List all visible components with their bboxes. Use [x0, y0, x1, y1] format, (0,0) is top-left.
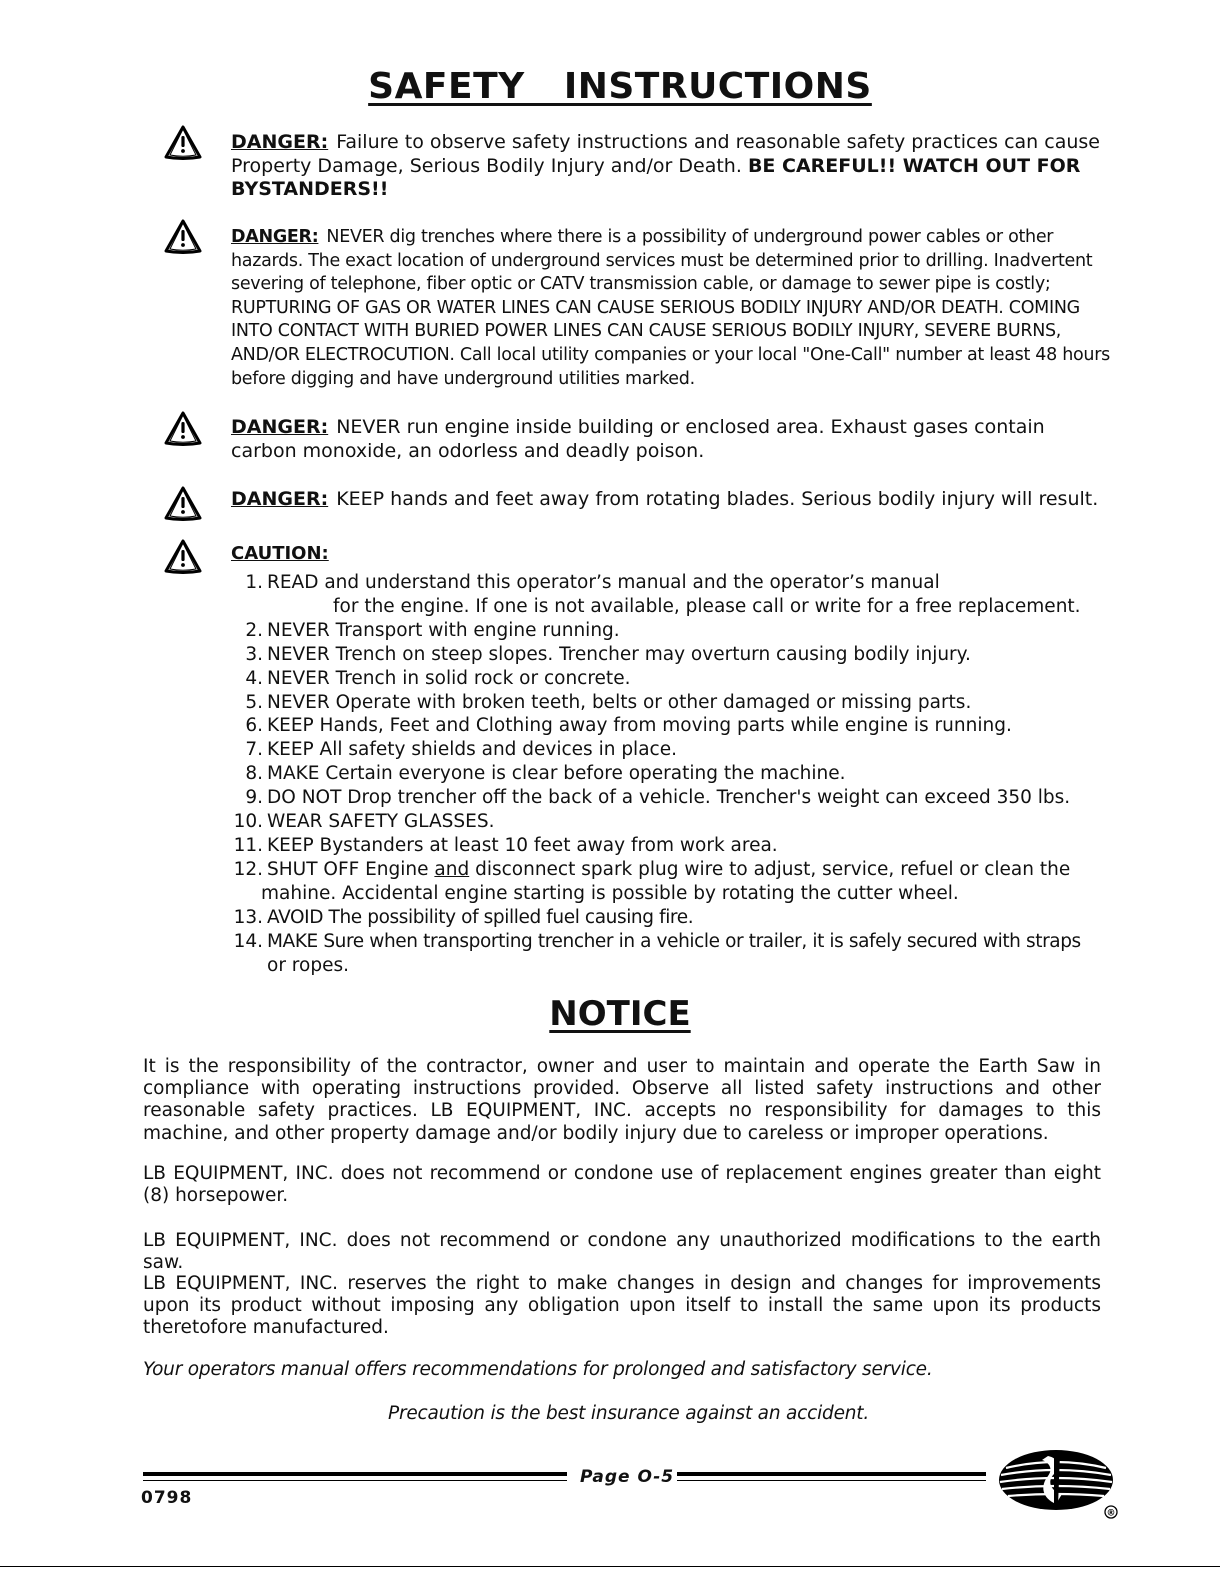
list-item [231, 762, 1111, 786]
danger-text: KEEP hands and feet away from rotating blades. Serious bodily injury will result. [336, 488, 1099, 510]
item-number: 3. [245, 643, 263, 665]
item-text-underlined: and [434, 858, 470, 880]
document-code: 0798 [141, 1488, 193, 1508]
item-number: 10. [233, 811, 263, 833]
page-title: SAFETY INSTRUCTIONS [368, 66, 872, 107]
company-logo [996, 1446, 1122, 1520]
danger-label: DANGER: [231, 227, 319, 247]
footer-rule [677, 1472, 986, 1476]
danger-label: DANGER: [231, 416, 329, 438]
item-text: MAKE Sure when transporting trencher in a vehicle or trailer, it is safely secured with straps [267, 930, 1081, 952]
list-item [231, 858, 1111, 882]
danger-emphasis: BE CAREFUL!! WATCH OUT FOR BYSTANDERS!! [231, 154, 1081, 201]
notice-paragraph: LB EQUIPMENT, INC. does not recommend or condone use of replacement engines greater than eight (8) horsepower. [143, 1163, 1101, 1207]
item-text: READ and understand this operator’s manual and the operator’s manual [267, 572, 940, 593]
item-number: 14. [233, 930, 263, 952]
notice-paragraph: LB EQUIPMENT, INC. does not recommend or condone any unauthorized modifications to the earth saw. [143, 1230, 1101, 1274]
item-number: 11. [233, 834, 263, 856]
list-item [231, 714, 1111, 738]
list-item [231, 930, 1111, 954]
item-number: 12. [233, 858, 263, 880]
item-number: 6. [245, 715, 263, 737]
warning-triangle-icon [164, 124, 202, 160]
list-item [231, 810, 1111, 834]
item-text: NEVER Transport with engine running. [267, 619, 620, 641]
item-text: WEAR SAFETY GLASSES. [267, 811, 495, 833]
caution-list [231, 571, 1111, 977]
italic-note: Precaution is the best insurance against an accident. [388, 1403, 870, 1424]
danger-block [231, 488, 1111, 512]
item-text: NEVER Operate with broken teeth, belts or other damaged or missing parts. [267, 691, 972, 713]
item-text: AVOID The possibility of spilled fuel causing fire. [267, 906, 694, 928]
item-number: 8. [245, 763, 263, 785]
list-item [231, 906, 1111, 930]
item-number: 4. [245, 667, 263, 689]
item-text: KEEP Bystanders at least 10 feet away from work area. [267, 834, 778, 856]
notice-paragraph: LB EQUIPMENT, INC. reserves the right to make changes in design and changes for improvements upon its product without imposing any obligation upon itself to install the same upon its products theretofore manufactured. [143, 1273, 1101, 1339]
item-text: KEEP Hands, Feet and Clothing away from moving parts while engine is running. [267, 715, 1012, 737]
danger-text: Failure to observe safety instructions and reasonable safety practices can cause Property Damage, Serious Bodily Injury and/or Death. [231, 131, 1100, 177]
item-number: 13. [233, 906, 263, 928]
danger-text: NEVER run engine inside building or enclosed area. Exhaust gases contain carbon monoxide, an odorless and deadly poison. [231, 416, 1045, 462]
danger-block [231, 226, 1111, 391]
list-item [231, 786, 1111, 810]
caution-label: CAUTION: [231, 543, 329, 564]
italic-note: Your operators manual offers recommendations for prolonged and satisfactory service. [143, 1359, 933, 1380]
item-text-pre: SHUT OFF Engine [267, 858, 435, 880]
page-number: Page O-5 [580, 1467, 675, 1487]
footer-rule [143, 1472, 567, 1476]
item-number: 2. [245, 619, 263, 641]
footer-rule [677, 1480, 986, 1481]
danger-text: NEVER dig trenches where there is a possibility of underground power cables or other hazards. The exact location of underground services must be determined prior to drilling. Inadvertent severing of telephone, fiber optic or CATV transmission cable, or damage to sewer pipe is costly; RUPTURING OF GAS OR WATER LINES CAN CAUSE SERIOUS BODILY INJURY AND/OR DEATH. COMING INTO CONTACT WITH BURIED POWER LINES CAN CAUSE SERIOUS BODILY INJURY, SEVERE BURNS, AND/OR ELECTROCUTION. Call local utility companies or your local "One-Call" number at least 48 hours before digging and have underground utilities marked. [231, 227, 1110, 389]
warning-triangle-icon [164, 218, 202, 254]
notice-paragraph: It is the responsibility of the contractor, owner and user to maintain and operate the Earth Saw in compliance with operating instructions provided. Observe all listed safety instructions and other reasonable safety practices. LB EQUIPMENT, INC. accepts no responsibility for damages to this machine, and other property damage and/or bodily injury due to careless or improper operations. [143, 1056, 1101, 1144]
list-item [231, 619, 1111, 643]
item-number: 7. [245, 739, 263, 761]
danger-block [231, 416, 1111, 463]
item-text [267, 858, 1070, 882]
item-number: 1. [245, 572, 263, 593]
item-continuation: or ropes. [267, 954, 349, 976]
item-continuation: for the engine. If one is not available, please call or write for a free replacement. [333, 595, 1081, 617]
notice-title: NOTICE [549, 994, 691, 1034]
item-text: NEVER Trench in solid rock or concrete. [267, 667, 631, 689]
item-number: 5. [245, 691, 263, 713]
warning-triangle-icon [164, 410, 202, 446]
list-item [231, 571, 1111, 595]
warning-triangle-icon [164, 485, 202, 521]
bottom-rule [0, 1566, 1220, 1567]
item-number: 9. [245, 787, 263, 809]
warning-triangle-icon [164, 538, 202, 574]
item-text-post: disconnect spark plug wire to adjust, service, refuel or clean the [469, 858, 1071, 880]
item-continuation: mahine. Accidental engine starting is possible by rotating the cutter wheel. [261, 882, 959, 904]
registered-mark: ® [1106, 1508, 1116, 1519]
item-text: DO NOT Drop trencher off the back of a vehicle. Trencher's weight can exceed 350 lbs. [267, 787, 1071, 809]
list-item [231, 643, 1111, 667]
footer-rule [143, 1480, 567, 1481]
item-text: MAKE Certain everyone is clear before operating the machine. [267, 763, 846, 785]
danger-label: DANGER: [231, 131, 329, 153]
list-item [231, 691, 1111, 715]
list-item [231, 738, 1111, 762]
list-item [231, 667, 1111, 691]
item-text: KEEP All safety shields and devices in place. [267, 739, 677, 761]
item-text: NEVER Trench on steep slopes. Trencher may overturn causing bodily injury. [267, 643, 971, 665]
danger-label: DANGER: [231, 488, 329, 510]
danger-block [231, 131, 1111, 202]
list-item [231, 834, 1111, 858]
